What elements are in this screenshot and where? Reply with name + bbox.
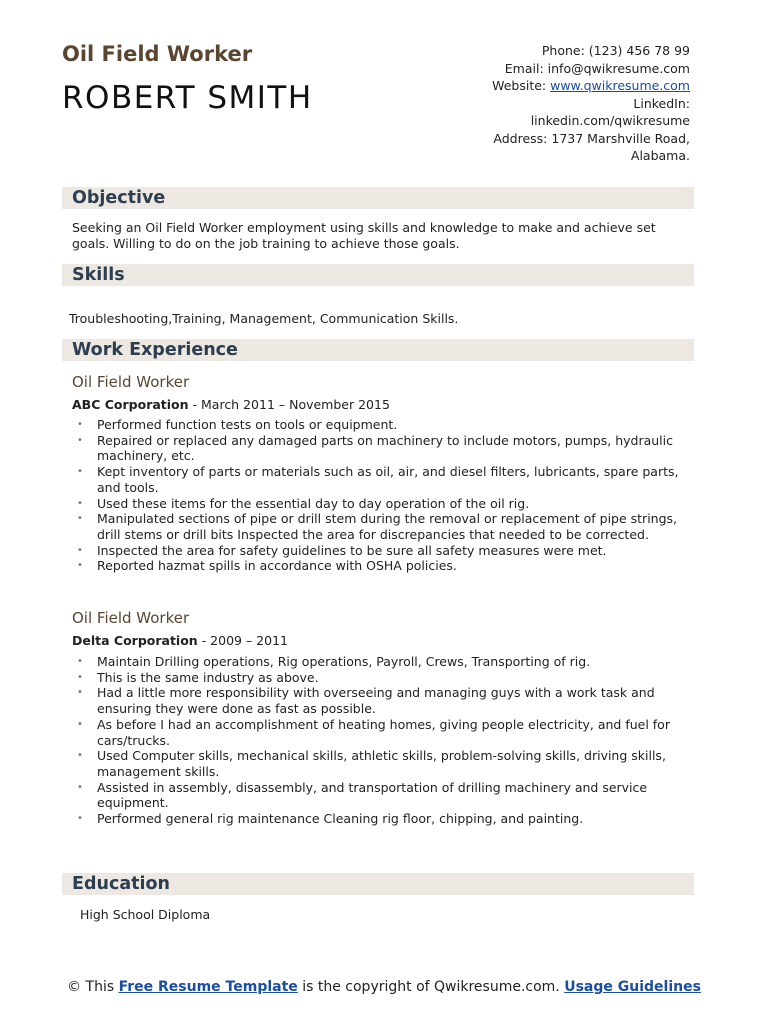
- job-2-company-line: [72, 633, 288, 648]
- list-item: • Reported hazmat spills in accordance with OSHA policies.: [72, 558, 692, 574]
- job-2-company: Delta Corporation: [72, 633, 198, 648]
- list-item: • Performed general rig maintenance Cleaning rig floor, chipping, and painting.: [72, 811, 692, 827]
- contact-address-line1: Address: 1737 Marshville Road,: [493, 130, 690, 146]
- footer-prefix: © This: [67, 979, 119, 995]
- contact-phone: Phone: (123) 456 78 99: [541, 43, 690, 58]
- footer-middle: is the copyright of Qwikresume.com.: [297, 979, 565, 995]
- contact-email: Email: info@qwikresume.com: [504, 60, 690, 76]
- list-item: • Performed function tests on tools or equipment.: [72, 417, 692, 433]
- list-item: • This is the same industry as above.: [72, 670, 692, 686]
- contact-website-label: Website:: [492, 78, 551, 93]
- job-2-duties: [72, 654, 692, 827]
- free-resume-template-link[interactable]: Free Resume Template: [118, 979, 298, 995]
- list-item: • Maintain Drilling operations, Rig operations, Payroll, Crews, Transporting of rig.: [72, 654, 692, 670]
- contact-website: [430, 77, 690, 95]
- job-2-title: Oil Field Worker: [72, 609, 190, 627]
- objective-section-header: [62, 187, 694, 209]
- job-1-title: Oil Field Worker: [72, 373, 190, 391]
- job-1-company: ABC Corporation: [72, 397, 189, 412]
- list-item: • Inspected the area for safety guidelines to be sure all safety measures were met.: [72, 543, 692, 559]
- list-item: • As before I had an accomplishment of heating homes, giving people electricity, and fuel for cars/trucks.: [72, 717, 692, 748]
- list-item: • Had a little more responsibility with overseeing and managing guys with a work task and ensuring they were done as fast as possible.: [72, 685, 692, 716]
- job-1-duties: [72, 417, 692, 574]
- skills-text: Troubleshooting,Training, Management, Communication Skills.: [69, 311, 459, 326]
- experience-heading: Work Experience: [72, 340, 238, 360]
- education-heading: Education: [72, 874, 170, 894]
- list-item: • Used Computer skills, mechanical skills, athletic skills, problem-solving skills, driving skills, management skills.: [72, 748, 692, 779]
- contact-linkedin-label: LinkedIn:: [633, 95, 690, 111]
- education-text: High School Diploma: [80, 907, 211, 922]
- job-2-dates: - 2009 – 2011: [197, 633, 288, 648]
- list-item: • Manipulated sections of pipe or drill stem during the removal or replacement of pipe strings, drill stems or drill bits Inspected the area for discrepancies that needed to be corrected.: [72, 511, 692, 542]
- copyright-footer: [0, 979, 768, 996]
- skills-section-header: [62, 264, 694, 286]
- contact-block: [430, 42, 690, 165]
- usage-guidelines-link[interactable]: Usage Guidelines: [564, 979, 701, 995]
- objective-heading: Objective: [72, 188, 166, 208]
- list-item: • Repaired or replaced any damaged parts on machinery to include motors, pumps, hydraulic machinery, etc.: [72, 433, 692, 464]
- website-link[interactable]: www.qwikresume.com: [550, 78, 690, 93]
- job-1-company-line: [72, 397, 390, 412]
- skills-heading: Skills: [72, 265, 125, 285]
- job-1-dates: - March 2011 – November 2015: [188, 397, 390, 412]
- objective-text: Seeking an Oil Field Worker employment using skills and knowledge to make and achieve set goals. Willing to do on the job training to achieve those goals.: [72, 220, 656, 251]
- contact-linkedin: linkedin.com/qwikresume: [530, 113, 690, 128]
- experience-section-header: [62, 339, 694, 361]
- list-item: • Assisted in assembly, disassembly, and transportation of drilling machinery and service equipment.: [72, 780, 692, 811]
- candidate-name: ROBERT SMITH: [62, 80, 313, 116]
- education-section-header: [62, 873, 694, 895]
- contact-address-line2: Alabama.: [630, 148, 690, 163]
- resume-job-title: Oil Field Worker: [62, 42, 253, 66]
- list-item: • Kept inventory of parts or materials such as oil, air, and diesel filters, lubricants, spare parts, and tools.: [72, 464, 692, 495]
- list-item: • Used these items for the essential day to day operation of the oil rig.: [72, 496, 692, 512]
